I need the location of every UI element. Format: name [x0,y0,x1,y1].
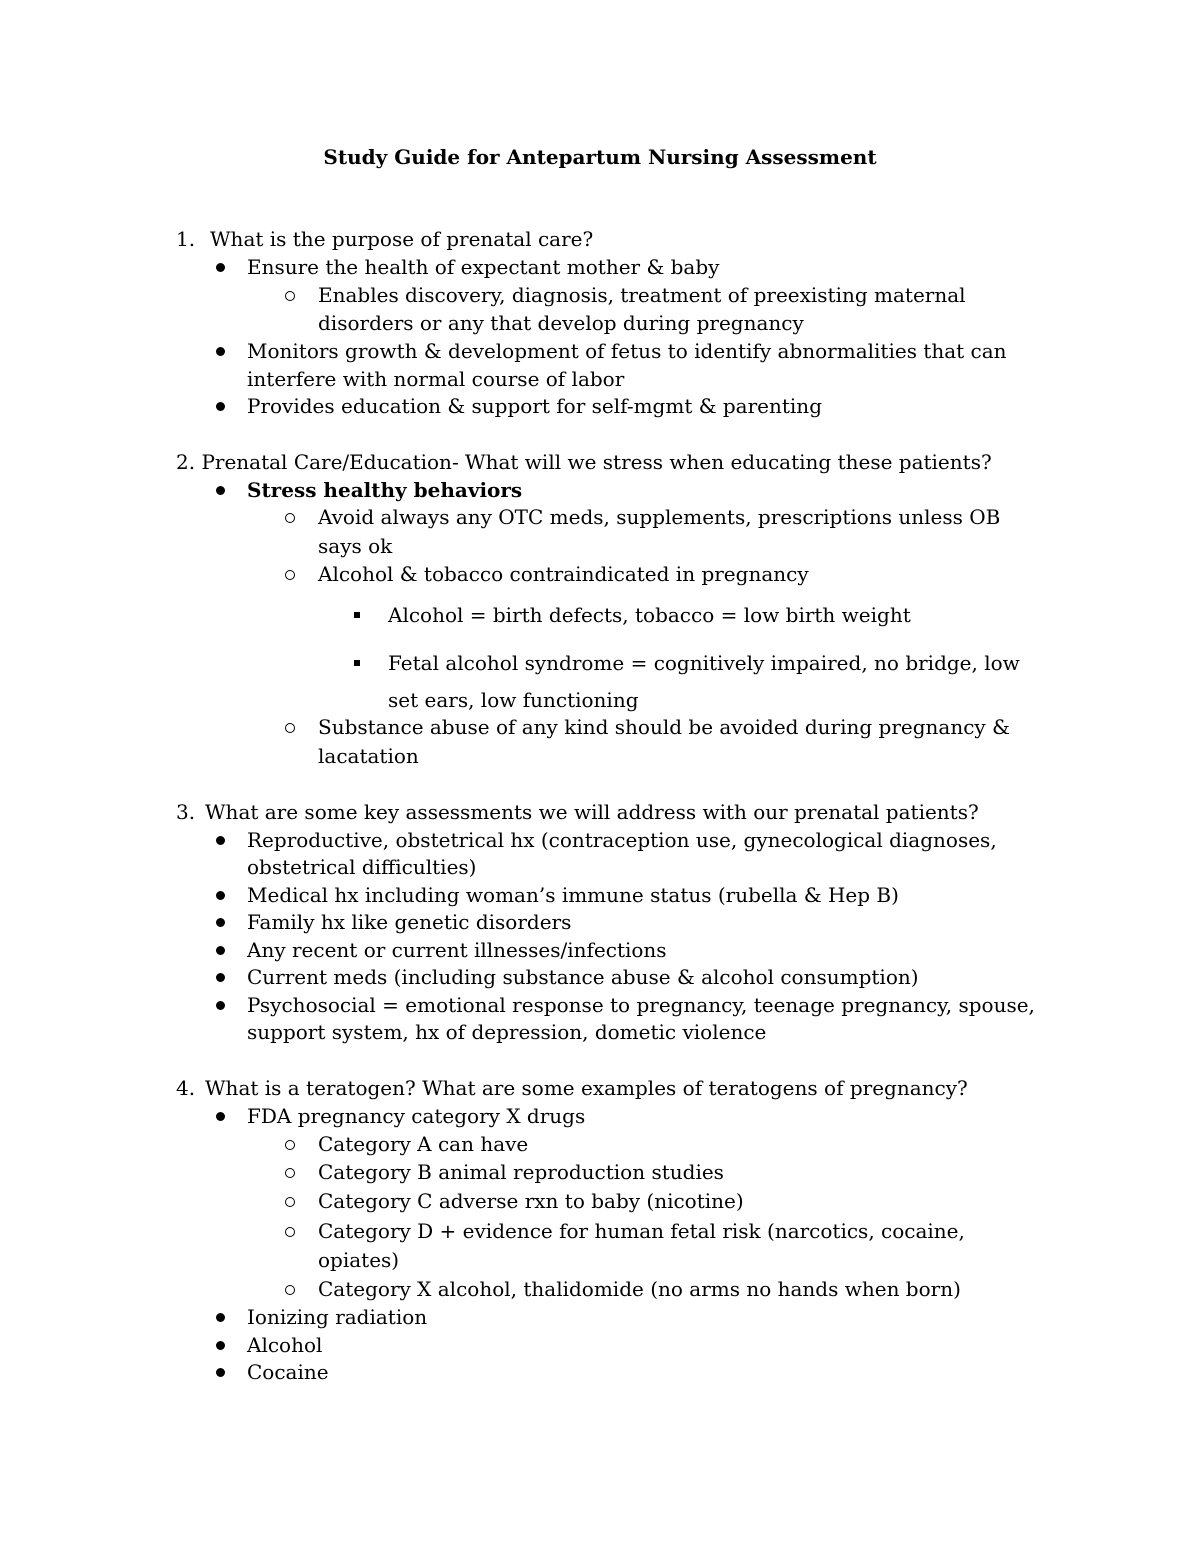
circle-bullet-icon [285,291,295,301]
q1-question: What is the purpose of prenatal care? [210,227,594,251]
q4-bullet-3: Alcohol [247,1333,323,1357]
q1-bullet-1: Ensure the health of expectant mother & baby [247,255,720,279]
q2-sub-1-line-2: says ok [318,534,393,558]
q1-bullet-3: Provides education & support for self-mgmt & parenting [247,394,822,418]
q3-bullet-2: Medical hx including woman’s immune status (rubella & Hep B) [247,883,899,907]
q4-sub-4-line-1: Category D + evidence for human fetal risk (narcotics, cocaine, [318,1219,965,1243]
q4-bullet-2: Ionizing radiation [247,1305,428,1329]
bullet-dot-icon [216,836,225,845]
circle-bullet-icon [285,570,295,580]
q4-bullet-4: Cocaine [247,1360,329,1384]
q2-question: 2. Prenatal Care/Education- What will we stress when educating these patients? [176,450,992,474]
q3-bullet-5: Current meds (including substance abuse & alcohol consumption) [247,965,919,989]
bullet-dot-icon [216,402,225,411]
q4-sub-4-line-2: opiates) [318,1248,400,1272]
circle-bullet-icon [285,1197,295,1207]
q3-bullet-6-line-1: Psychosocial = emotional response to pregnancy, teenage pregnancy, spouse, [247,993,1035,1017]
q2-sq-2-line-1: Fetal alcohol syndrome = cognitively impaired, no bridge, low [388,651,1020,675]
circle-bullet-icon [285,723,295,733]
q4-question: What is a teratogen? What are some examples of teratogens of pregnancy? [205,1076,968,1100]
bullet-dot-icon [216,1368,225,1377]
q4-number: 4. [176,1076,196,1100]
q3-bullet-4: Any recent or current illnesses/infections [247,938,667,962]
bullet-dot-icon [216,891,225,900]
q2-sq-1: Alcohol = birth defects, tobacco = low birth weight [388,603,911,627]
q3-bullet-3: Family hx like genetic disorders [247,910,572,934]
q4-sub-2: Category B animal reproduction studies [318,1160,724,1184]
q1-sub-1-line-2: disorders or any that develop during pregnancy [318,311,804,335]
q4-sub-3: Category C adverse rxn to baby (nicotine) [318,1189,744,1213]
bullet-dot-icon [216,347,225,356]
q2-sq-2-line-2: set ears, low functioning [388,688,639,712]
bullet-dot-icon [216,946,225,955]
circle-bullet-icon [285,1285,295,1295]
q2-sub-1-line-1: Avoid always any OTC meds, supplements, prescriptions unless OB [318,505,1001,529]
q1-bullet-2-line-1: Monitors growth & development of fetus to identify abnormalities that can [247,339,1007,363]
q2-sub-3-line-1: Substance abuse of any kind should be avoided during pregnancy & [318,715,1010,739]
q1-bullet-2-line-2: interfere with normal course of labor [247,367,625,391]
q1-sub-1-line-1: Enables discovery, diagnosis, treatment of preexisting maternal [318,283,966,307]
q2-sub-3-line-2: lacatation [318,744,419,768]
document-title: Study Guide for Antepartum Nursing Assessment [323,145,877,169]
q4-sub-1: Category A can have [318,1132,529,1156]
bullet-dot-icon [216,1112,225,1121]
circle-bullet-icon [285,1140,295,1150]
circle-bullet-icon [285,1227,295,1237]
q3-number: 3. [176,800,196,824]
q2-sub-2: Alcohol & tobacco contraindicated in pregnancy [318,562,809,586]
bullet-dot-icon [216,1001,225,1010]
q3-bullet-1-line-1: Reproductive, obstetrical hx (contraception use, gynecological diagnoses, [247,828,997,852]
circle-bullet-icon [285,1168,295,1178]
bullet-dot-icon [216,1313,225,1322]
q4-sub-5: Category X alcohol, thalidomide (no arms no hands when born) [318,1277,961,1301]
q3-bullet-1-line-2: obstetrical difficulties) [247,855,477,879]
q3-question: What are some key assessments we will address with our prenatal patients? [205,800,979,824]
bullet-dot-icon [216,918,225,927]
bullet-dot-icon [216,263,225,272]
square-bullet-icon [354,660,360,666]
q4-bullet-1: FDA pregnancy category X drugs [247,1104,586,1128]
q1-number: 1. [176,227,196,251]
q2-bullet-1: Stress healthy behaviors [247,478,523,502]
square-bullet-icon [354,612,360,618]
bullet-dot-icon [216,486,225,495]
circle-bullet-icon [285,513,295,523]
q3-bullet-6-line-2: support system, hx of depression, dometic violence [247,1020,767,1044]
bullet-dot-icon [216,1341,225,1350]
bullet-dot-icon [216,973,225,982]
